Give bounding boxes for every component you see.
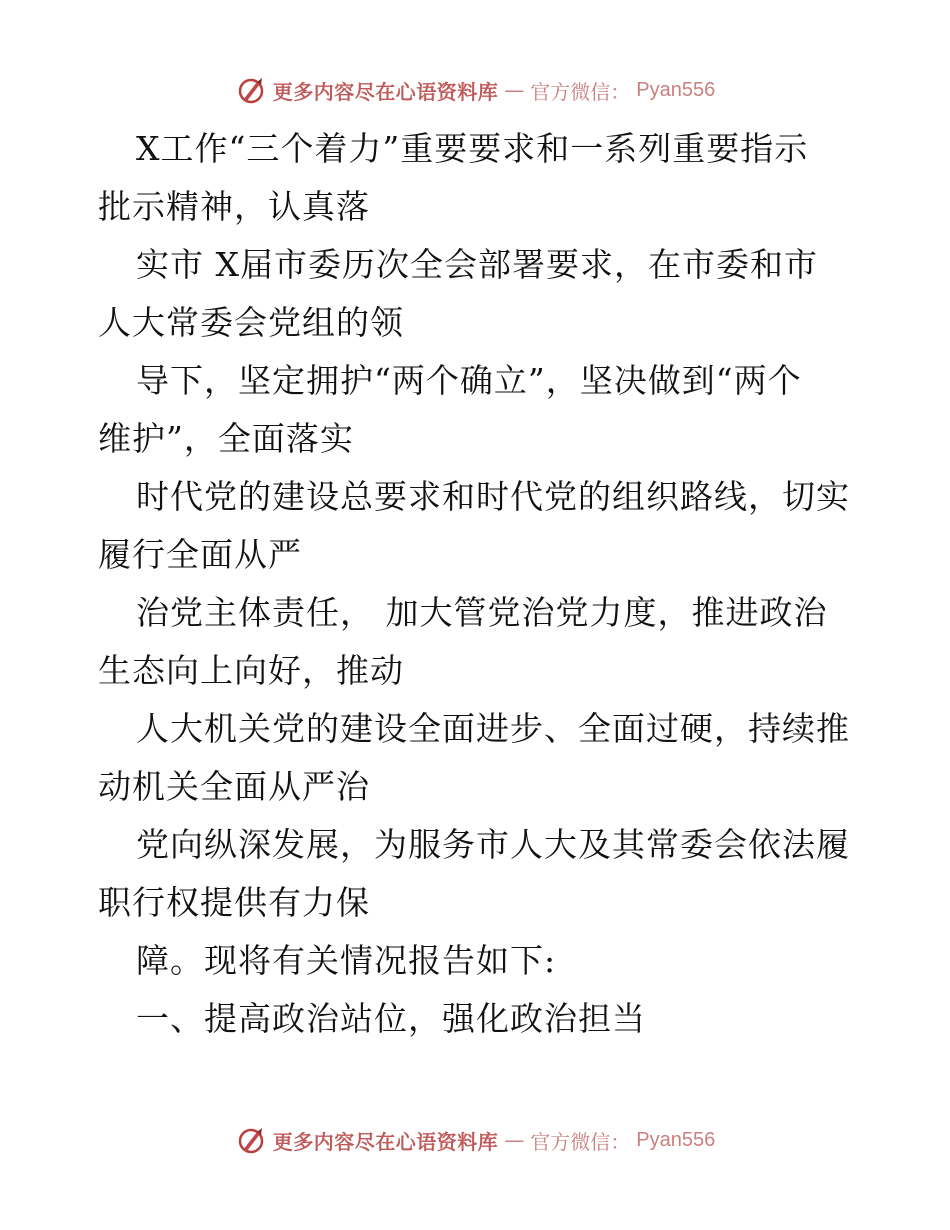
document-line: 履行全面从严	[98, 535, 302, 574]
document-line: 实市 X届市委历次全会部署要求，在市委和市	[136, 245, 818, 284]
document-line: 障。现将有关情况报告如下:	[136, 941, 557, 980]
document-line: 批示精神，认真落	[98, 187, 370, 226]
header-banner	[0, 70, 950, 110]
banner-main-text: 更多内容尽在心语资料库	[272, 1129, 499, 1154]
document-line: 维护”，全面落实	[98, 419, 354, 458]
document-line: 导下，坚定拥护“两个确立”，坚决做到“两个	[136, 361, 802, 400]
document-line: 动机关全面从严治	[98, 767, 370, 806]
banner-wechat-id: Pyan556	[636, 1128, 716, 1151]
banner-dash: —	[504, 1128, 525, 1152]
document-body	[98, 120, 858, 1048]
banner-wechat-id: Pyan556	[636, 78, 716, 101]
banner-wechat-label: 官方微信：	[530, 1129, 631, 1154]
document-line: 治党主体责任， 加大管党治党力度，推进政治	[136, 593, 828, 632]
document-line: 一、提高政治站位，强化政治担当	[136, 999, 646, 1038]
document-line: 职行权提供有力保	[98, 883, 370, 922]
banner-wechat-label: 官方微信：	[530, 79, 631, 104]
document-line: 时代党的建设总要求和时代党的组织路线，切实	[136, 477, 850, 516]
footer-banner	[0, 1120, 950, 1160]
document-line: 人大常委会党组的领	[98, 303, 404, 342]
document-line: 党向纵深发展，为服务市人大及其常委会依法履	[136, 825, 850, 864]
document-line: 生态向上向好，推动	[98, 651, 404, 690]
quill-circle-logo-icon	[235, 1124, 267, 1156]
quill-circle-logo-icon	[235, 74, 267, 106]
banner-dash: —	[504, 78, 525, 102]
document-line: 人大机关党的建设全面进步、全面过硬，持续推	[136, 709, 850, 748]
document-line: X工作“三个着力”重要要求和一系列重要指示	[136, 129, 809, 168]
banner-main-text: 更多内容尽在心语资料库	[272, 79, 499, 104]
